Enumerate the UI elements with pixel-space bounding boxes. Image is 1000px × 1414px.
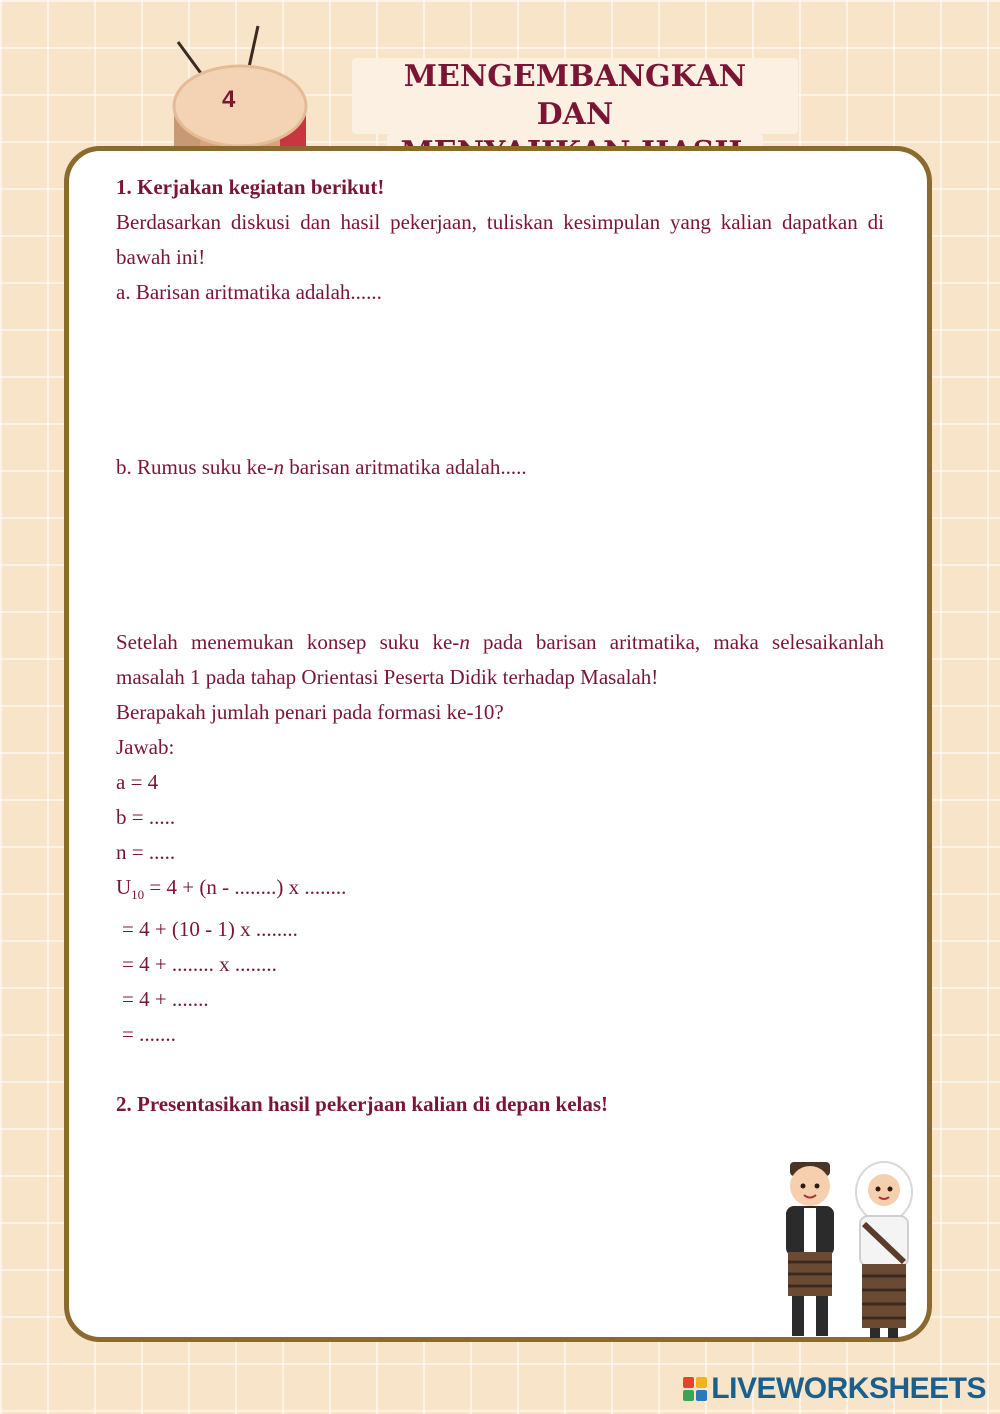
line-b[interactable]: b = .....: [116, 805, 176, 829]
step-1[interactable]: = 4 + (10 - 1) x ........: [122, 917, 298, 942]
liveworksheets-logo: [683, 1372, 986, 1406]
task1-intro: Berdasarkan diskusi dan hasil pekerjaan, tuliskan kesimpulan yang kalian dapatkan di bawah ini!: [116, 210, 884, 269]
page-title: [352, 58, 798, 144]
answer-label: Jawab:: [116, 735, 175, 759]
drum-icon: [160, 20, 320, 155]
line-a: a = 4: [116, 770, 159, 794]
item-b: b. Rumus suku ke-n barisan aritmatika adalah.....: [116, 455, 527, 479]
step-4[interactable]: = .......: [122, 1022, 176, 1047]
formula-line[interactable]: $U_{10} = 4 + (n$ - ........) x ........: [116, 875, 347, 903]
line-n[interactable]: n = .....: [116, 840, 176, 864]
answer-area-a[interactable]: [116, 310, 884, 450]
liveworksheets-icon: [683, 1377, 707, 1401]
title-line-1: MENGEMBANGKAN DAN: [352, 58, 798, 134]
children-illustration: [768, 1152, 928, 1350]
answer-area-b[interactable]: [116, 485, 884, 625]
task1-heading: 1. Kerjakan kegiatan berikut!: [116, 175, 385, 199]
section-number: 4: [222, 86, 236, 113]
task2-heading: 2. Presentasikan hasil pekerjaan kalian di depan kelas!: [116, 1092, 609, 1117]
question: Berapakah jumlah penari pada formasi ke-10?: [116, 700, 504, 724]
instruction-paragraph: Setelah menemukan konsep suku ke-n pada barisan aritmatika, maka selesaikanlah masalah 1 pada tahap Orientasi Peserta Didik terhadap Masalah!: [116, 630, 885, 689]
brand-name: LIVEWORKSHEETS: [711, 1372, 986, 1405]
worksheet-content: [116, 170, 884, 1122]
step-3[interactable]: = 4 + .......: [122, 987, 209, 1012]
item-a: a. Barisan aritmatika adalah......: [116, 280, 382, 304]
step-2[interactable]: = 4 + ........ x ........: [122, 952, 277, 977]
